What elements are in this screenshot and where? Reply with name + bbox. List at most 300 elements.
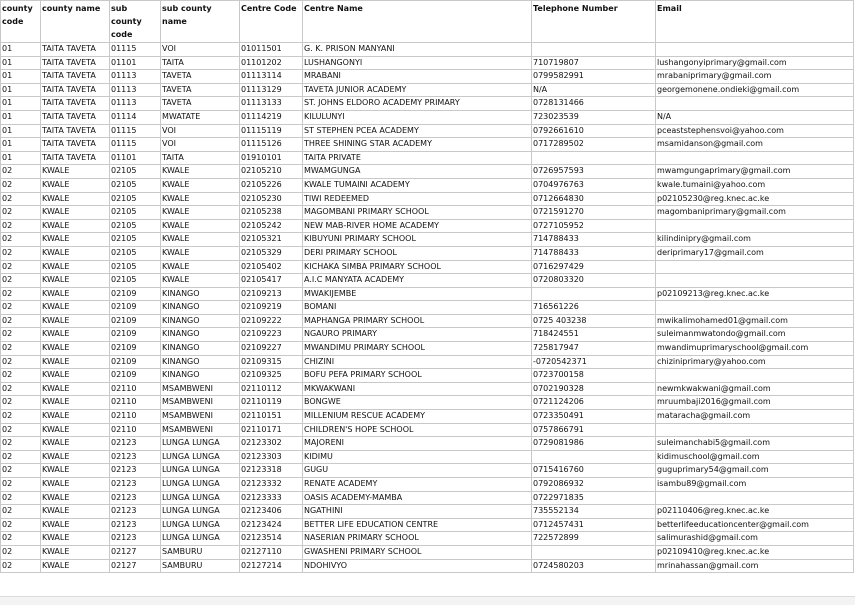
cell-centre-name: OASIS ACADEMY-MAMBA — [303, 491, 532, 505]
cell-county-name: KWALE — [41, 450, 110, 464]
table-row — [1, 287, 854, 301]
cell-sub-county-code: 02127 — [110, 559, 161, 573]
cell-sub-county-name: KWALE — [161, 260, 240, 274]
cell-sub-county-name: KINANGO — [161, 328, 240, 342]
table-row — [1, 314, 854, 328]
cell-county-code: 02 — [1, 450, 41, 464]
cell-county-code: 02 — [1, 233, 41, 247]
cell-county-name: KWALE — [41, 287, 110, 301]
cell-telephone-number: 0720803320 — [532, 274, 656, 288]
table-row — [1, 274, 854, 288]
cell-sub-county-name: KWALE — [161, 206, 240, 220]
cell-sub-county-code: 02109 — [110, 369, 161, 383]
cell-centre-name: BETTER LIFE EDUCATION CENTRE — [303, 518, 532, 532]
cell-email: georgemonene.ondieki@gmail.com — [656, 83, 854, 97]
cell-centre-code: 02127110 — [240, 545, 303, 559]
cell-county-code: 01 — [1, 151, 41, 165]
cell-email: salimurashid@gmail.com — [656, 532, 854, 546]
cell-sub-county-name: MSAMBWENI — [161, 382, 240, 396]
column-header-county-name: county name — [41, 1, 110, 43]
cell-sub-county-name: KINANGO — [161, 355, 240, 369]
cell-centre-code: 01101202 — [240, 56, 303, 70]
cell-telephone-number: -0720542371 — [532, 355, 656, 369]
cell-county-name: KWALE — [41, 165, 110, 179]
cell-county-code: 02 — [1, 505, 41, 519]
table-row — [1, 97, 854, 111]
cell-centre-code: 02110151 — [240, 410, 303, 424]
cell-centre-code: 02105210 — [240, 165, 303, 179]
cell-telephone-number: 0723350491 — [532, 410, 656, 424]
cell-sub-county-name: TAVETA — [161, 97, 240, 111]
cell-sub-county-code: 02123 — [110, 505, 161, 519]
cell-sub-county-name: LUNGA LUNGA — [161, 450, 240, 464]
column-header-centre-name: Centre Name — [303, 1, 532, 43]
table-row — [1, 559, 854, 573]
column-header-email: Email — [656, 1, 854, 43]
cell-email — [656, 491, 854, 505]
cell-telephone-number: 722572899 — [532, 532, 656, 546]
cell-telephone-number: 0729081986 — [532, 437, 656, 451]
cell-county-code: 02 — [1, 491, 41, 505]
cell-county-code: 01 — [1, 97, 41, 111]
cell-county-code: 01 — [1, 83, 41, 97]
cell-county-name: KWALE — [41, 301, 110, 315]
cell-email — [656, 43, 854, 57]
cell-county-name: TAITA TAVETA — [41, 97, 110, 111]
table-row — [1, 70, 854, 84]
cell-sub-county-code: 02105 — [110, 206, 161, 220]
table-row — [1, 545, 854, 559]
cell-sub-county-code: 02105 — [110, 274, 161, 288]
table-row — [1, 464, 854, 478]
table-row — [1, 437, 854, 451]
cell-county-name: KWALE — [41, 246, 110, 260]
cell-sub-county-code: 02109 — [110, 355, 161, 369]
cell-county-name: KWALE — [41, 233, 110, 247]
cell-centre-code: 02123333 — [240, 491, 303, 505]
cell-county-code: 02 — [1, 382, 41, 396]
column-header-telephone-number: Telephone Number — [532, 1, 656, 43]
cell-centre-name: NDOHIVYO — [303, 559, 532, 573]
cell-centre-code: 01115119 — [240, 124, 303, 138]
cell-sub-county-code: 02123 — [110, 464, 161, 478]
cell-centre-code: 01115126 — [240, 138, 303, 152]
cell-county-name: KWALE — [41, 219, 110, 233]
table-row — [1, 110, 854, 124]
cell-sub-county-name: MSAMBWENI — [161, 410, 240, 424]
cell-sub-county-name: KINANGO — [161, 301, 240, 315]
cell-sub-county-code: 02109 — [110, 328, 161, 342]
cell-centre-name: KICHAKA SIMBA PRIMARY SCHOOL — [303, 260, 532, 274]
cell-county-code: 02 — [1, 301, 41, 315]
cell-county-name: KWALE — [41, 355, 110, 369]
cell-email: isambu89@gmail.com — [656, 478, 854, 492]
table-row — [1, 301, 854, 315]
cell-email — [656, 274, 854, 288]
cell-telephone-number: 0728131466 — [532, 97, 656, 111]
cell-county-code: 02 — [1, 559, 41, 573]
cell-county-code: 02 — [1, 260, 41, 274]
cell-centre-name: NGAURO PRIMARY — [303, 328, 532, 342]
cell-centre-code: 02123303 — [240, 450, 303, 464]
cell-centre-name: CHILDREN'S HOPE SCHOOL — [303, 423, 532, 437]
table-row — [1, 43, 854, 57]
cell-county-name: KWALE — [41, 192, 110, 206]
table-row — [1, 233, 854, 247]
cell-telephone-number: 0712457431 — [532, 518, 656, 532]
cell-county-name: KWALE — [41, 478, 110, 492]
cell-sub-county-name: SAMBURU — [161, 545, 240, 559]
cell-sub-county-code: 01114 — [110, 110, 161, 124]
cell-centre-code: 02123406 — [240, 505, 303, 519]
cell-sub-county-name: LUNGA LUNGA — [161, 478, 240, 492]
cell-county-name: KWALE — [41, 260, 110, 274]
cell-county-code: 02 — [1, 314, 41, 328]
cell-county-name: KWALE — [41, 532, 110, 546]
cell-county-name: KWALE — [41, 437, 110, 451]
cell-sub-county-code: 02105 — [110, 219, 161, 233]
cell-county-code: 02 — [1, 518, 41, 532]
cell-centre-name: MRABANI — [303, 70, 532, 84]
cell-email — [656, 301, 854, 315]
cell-telephone-number: 0717289502 — [532, 138, 656, 152]
table-row — [1, 491, 854, 505]
cell-sub-county-code: 02105 — [110, 178, 161, 192]
cell-sub-county-name: LUNGA LUNGA — [161, 437, 240, 451]
cell-email — [656, 423, 854, 437]
table-header — [1, 1, 854, 43]
cell-centre-code: 02109325 — [240, 369, 303, 383]
cell-telephone-number: N/A — [532, 83, 656, 97]
cell-email: p02105230@reg.knec.ac.ke — [656, 192, 854, 206]
cell-centre-name: GUGU — [303, 464, 532, 478]
cell-email: p02109213@reg.knec.ac.ke — [656, 287, 854, 301]
cell-county-code: 02 — [1, 369, 41, 383]
cell-county-name: TAITA TAVETA — [41, 110, 110, 124]
cell-centre-code: 02109219 — [240, 301, 303, 315]
table-row — [1, 369, 854, 383]
cell-email: p02110406@reg.knec.ac.ke — [656, 505, 854, 519]
table-row — [1, 505, 854, 519]
cell-county-code: 01 — [1, 110, 41, 124]
cell-centre-name: LUSHANGONYI — [303, 56, 532, 70]
cell-email: kidimuschool@gmail.com — [656, 450, 854, 464]
cell-email: magombaniprimary@gmail.com — [656, 206, 854, 220]
cell-centre-code: 01113133 — [240, 97, 303, 111]
table-row — [1, 219, 854, 233]
cell-county-name: TAITA TAVETA — [41, 151, 110, 165]
cell-sub-county-code: 01115 — [110, 138, 161, 152]
cell-email: mwandimuprimaryschool@gmail.com — [656, 342, 854, 356]
cell-centre-code: 02105242 — [240, 219, 303, 233]
cell-telephone-number: 725817947 — [532, 342, 656, 356]
cell-centre-code: 02105321 — [240, 233, 303, 247]
cell-sub-county-name: LUNGA LUNGA — [161, 491, 240, 505]
cell-county-name: TAITA TAVETA — [41, 138, 110, 152]
table-row — [1, 423, 854, 437]
header-row — [1, 1, 854, 43]
cell-telephone-number: 0722971835 — [532, 491, 656, 505]
cell-telephone-number: 0799582991 — [532, 70, 656, 84]
cell-centre-code: 02105230 — [240, 192, 303, 206]
cell-centre-code: 02109227 — [240, 342, 303, 356]
table-body — [1, 43, 854, 573]
cell-centre-name: NGATHINI — [303, 505, 532, 519]
cell-sub-county-code: 02105 — [110, 246, 161, 260]
cell-email: p02109410@reg.knec.ac.ke — [656, 545, 854, 559]
cell-telephone-number: 0726957593 — [532, 165, 656, 179]
cell-email: suleimanchabi5@gmail.com — [656, 437, 854, 451]
cell-centre-name: RENATE ACADEMY — [303, 478, 532, 492]
cell-centre-name: MAJORENI — [303, 437, 532, 451]
cell-sub-county-name: VOI — [161, 138, 240, 152]
cell-county-name: KWALE — [41, 464, 110, 478]
cell-centre-code: 02127214 — [240, 559, 303, 573]
cell-centre-name: BOMANI — [303, 301, 532, 315]
cell-email: deriprimary17@gmail.com — [656, 246, 854, 260]
cell-sub-county-name: TAVETA — [161, 83, 240, 97]
cell-telephone-number: 0704976763 — [532, 178, 656, 192]
table-row — [1, 328, 854, 342]
cell-centre-name: TIWI REDEEMED — [303, 192, 532, 206]
cell-county-name: TAITA TAVETA — [41, 56, 110, 70]
cell-centre-name: ST STEPHEN PCEA ACADEMY — [303, 124, 532, 138]
cell-centre-name: THREE SHINING STAR ACADEMY — [303, 138, 532, 152]
cell-centre-name: CHIZINI — [303, 355, 532, 369]
cell-county-name: KWALE — [41, 518, 110, 532]
cell-county-code: 02 — [1, 437, 41, 451]
cell-email — [656, 260, 854, 274]
cell-county-code: 01 — [1, 138, 41, 152]
cell-centre-code: 02123302 — [240, 437, 303, 451]
cell-county-code: 02 — [1, 178, 41, 192]
cell-sub-county-code: 02110 — [110, 382, 161, 396]
cell-centre-name: G. K. PRISON MANYANI — [303, 43, 532, 57]
cell-telephone-number: 714788433 — [532, 246, 656, 260]
cell-county-code: 02 — [1, 410, 41, 424]
cell-telephone-number: 710719807 — [532, 56, 656, 70]
cell-centre-name: MKWAKWANI — [303, 382, 532, 396]
cell-county-name: KWALE — [41, 396, 110, 410]
cell-telephone-number: 0721591270 — [532, 206, 656, 220]
cell-county-name: KWALE — [41, 505, 110, 519]
cell-email: chiziniprimary@yahoo.com — [656, 355, 854, 369]
cell-sub-county-name: TAVETA — [161, 70, 240, 84]
cell-county-code: 02 — [1, 342, 41, 356]
cell-county-code: 02 — [1, 274, 41, 288]
cell-centre-name: BONGWE — [303, 396, 532, 410]
cell-centre-code: 02105226 — [240, 178, 303, 192]
cell-centre-name: DERI PRIMARY SCHOOL — [303, 246, 532, 260]
cell-telephone-number: 714788433 — [532, 233, 656, 247]
cell-sub-county-code: 02123 — [110, 532, 161, 546]
cell-sub-county-name: KWALE — [161, 178, 240, 192]
cell-sub-county-code: 02123 — [110, 491, 161, 505]
cell-email: betterlifeeducationcenter@gmail.com — [656, 518, 854, 532]
table-row — [1, 260, 854, 274]
cell-county-code: 02 — [1, 545, 41, 559]
cell-centre-name: NEW MAB-RIVER HOME ACADEMY — [303, 219, 532, 233]
cell-county-name: KWALE — [41, 342, 110, 356]
table-row — [1, 478, 854, 492]
table-row — [1, 532, 854, 546]
cell-telephone-number — [532, 545, 656, 559]
cell-centre-code: 02110171 — [240, 423, 303, 437]
cell-county-name: TAITA TAVETA — [41, 124, 110, 138]
cell-centre-name: GWASHENI PRIMARY SCHOOL — [303, 545, 532, 559]
cell-sub-county-name: MSAMBWENI — [161, 396, 240, 410]
cell-sub-county-code: 02123 — [110, 518, 161, 532]
cell-county-code: 02 — [1, 192, 41, 206]
cell-county-code: 02 — [1, 423, 41, 437]
cell-centre-code: 02105417 — [240, 274, 303, 288]
cell-sub-county-code: 02105 — [110, 233, 161, 247]
cell-centre-name: KIBUYUNI PRIMARY SCHOOL — [303, 233, 532, 247]
table-row — [1, 124, 854, 138]
cell-centre-name: TAVETA JUNIOR ACADEMY — [303, 83, 532, 97]
cell-sub-county-code: 02109 — [110, 287, 161, 301]
cell-county-code: 02 — [1, 396, 41, 410]
cell-telephone-number: 0724580203 — [532, 559, 656, 573]
cell-telephone-number: 735552134 — [532, 505, 656, 519]
cell-email: newmkwakwani@gmail.com — [656, 382, 854, 396]
cell-county-code: 01 — [1, 56, 41, 70]
table-row — [1, 151, 854, 165]
cell-county-name: KWALE — [41, 559, 110, 573]
table-row — [1, 206, 854, 220]
table-row — [1, 410, 854, 424]
cell-centre-code: 01113114 — [240, 70, 303, 84]
cell-centre-name: MAPHANGA PRIMARY SCHOOL — [303, 314, 532, 328]
cell-sub-county-name: SAMBURU — [161, 559, 240, 573]
cell-sub-county-code: 02127 — [110, 545, 161, 559]
cell-telephone-number: 0757866791 — [532, 423, 656, 437]
cell-sub-county-code: 02109 — [110, 301, 161, 315]
cell-centre-name: NASERIAN PRIMARY SCHOOL — [303, 532, 532, 546]
cell-sub-county-name: LUNGA LUNGA — [161, 518, 240, 532]
cell-email: kwale.tumaini@yahoo.com — [656, 178, 854, 192]
cell-county-name: TAITA TAVETA — [41, 43, 110, 57]
cell-centre-code: 02109222 — [240, 314, 303, 328]
cell-sub-county-name: KWALE — [161, 246, 240, 260]
cell-sub-county-name: KWALE — [161, 219, 240, 233]
cell-county-name: KWALE — [41, 491, 110, 505]
cell-email: pceaststephensvoi@yahoo.com — [656, 124, 854, 138]
cell-centre-name: MILLENIUM RESCUE ACADEMY — [303, 410, 532, 424]
cell-centre-name: KIDIMU — [303, 450, 532, 464]
table-row — [1, 165, 854, 179]
cell-county-code: 01 — [1, 124, 41, 138]
cell-sub-county-code: 02105 — [110, 260, 161, 274]
table-row — [1, 246, 854, 260]
cell-centre-code: 02105238 — [240, 206, 303, 220]
cell-telephone-number: 716561226 — [532, 301, 656, 315]
cell-telephone-number: 0712664830 — [532, 192, 656, 206]
cell-county-code: 02 — [1, 219, 41, 233]
cell-centre-code: 02105329 — [240, 246, 303, 260]
table-row — [1, 83, 854, 97]
cell-sub-county-name: LUNGA LUNGA — [161, 464, 240, 478]
cell-telephone-number — [532, 287, 656, 301]
cell-telephone-number — [532, 43, 656, 57]
column-header-centre-code: Centre Code — [240, 1, 303, 43]
cell-telephone-number: 0716297429 — [532, 260, 656, 274]
cell-email: mwikalimohamed01@gmail.com — [656, 314, 854, 328]
table-row — [1, 396, 854, 410]
cell-email — [656, 151, 854, 165]
table-row — [1, 450, 854, 464]
cell-telephone-number: 0721124206 — [532, 396, 656, 410]
cell-centre-name: KILULUNYI — [303, 110, 532, 124]
cell-county-name: KWALE — [41, 206, 110, 220]
cell-sub-county-code: 01115 — [110, 124, 161, 138]
cell-sub-county-name: VOI — [161, 43, 240, 57]
cell-sub-county-name: KINANGO — [161, 369, 240, 383]
cell-centre-code: 01011501 — [240, 43, 303, 57]
cell-centre-code: 02110112 — [240, 382, 303, 396]
cell-centre-name: MWANDIMU PRIMARY SCHOOL — [303, 342, 532, 356]
cell-telephone-number: 0727105952 — [532, 219, 656, 233]
cell-telephone-number: 0792661610 — [532, 124, 656, 138]
cell-telephone-number: 723023539 — [532, 110, 656, 124]
column-header-sub-county-code: sub county code — [110, 1, 161, 43]
cell-centre-name: MAGOMBANI PRIMARY SCHOOL — [303, 206, 532, 220]
cell-sub-county-name: MWATATE — [161, 110, 240, 124]
cell-sub-county-name: LUNGA LUNGA — [161, 505, 240, 519]
cell-sub-county-code: 01101 — [110, 151, 161, 165]
cell-email: mataracha@gmail.com — [656, 410, 854, 424]
cell-sub-county-name: KWALE — [161, 274, 240, 288]
cell-sub-county-name: TAITA — [161, 151, 240, 165]
cell-county-code: 02 — [1, 206, 41, 220]
cell-county-name: KWALE — [41, 545, 110, 559]
cell-email — [656, 219, 854, 233]
cell-sub-county-code: 02105 — [110, 165, 161, 179]
cell-centre-code: 02123332 — [240, 478, 303, 492]
cell-centre-code: 02105402 — [240, 260, 303, 274]
cell-telephone-number: 0792086932 — [532, 478, 656, 492]
cell-centre-code: 02109223 — [240, 328, 303, 342]
cell-email: msamidanson@gmail.com — [656, 138, 854, 152]
table-row — [1, 342, 854, 356]
cell-sub-county-name: KINANGO — [161, 342, 240, 356]
cell-county-name: KWALE — [41, 274, 110, 288]
cell-county-name: KWALE — [41, 369, 110, 383]
cell-sub-county-code: 02110 — [110, 396, 161, 410]
cell-centre-code: 01113129 — [240, 83, 303, 97]
cell-centre-code: 01910101 — [240, 151, 303, 165]
cell-centre-code: 01114219 — [240, 110, 303, 124]
cell-sub-county-code: 01101 — [110, 56, 161, 70]
cell-email: mrabaniprimary@gmail.com — [656, 70, 854, 84]
cell-email: N/A — [656, 110, 854, 124]
cell-sub-county-name: KINANGO — [161, 314, 240, 328]
cell-centre-name: KWALE TUMAINI ACADEMY — [303, 178, 532, 192]
cell-county-name: KWALE — [41, 382, 110, 396]
cell-county-name: KWALE — [41, 314, 110, 328]
cell-county-name: TAITA TAVETA — [41, 70, 110, 84]
cell-sub-county-name: VOI — [161, 124, 240, 138]
cell-sub-county-code: 02105 — [110, 192, 161, 206]
cell-sub-county-name: TAITA — [161, 56, 240, 70]
table-row — [1, 56, 854, 70]
cell-county-code: 01 — [1, 43, 41, 57]
cell-county-code: 02 — [1, 287, 41, 301]
cell-county-code: 02 — [1, 464, 41, 478]
cell-centre-name: BOFU PEFA PRIMARY SCHOOL — [303, 369, 532, 383]
cell-county-code: 01 — [1, 70, 41, 84]
cell-telephone-number — [532, 450, 656, 464]
